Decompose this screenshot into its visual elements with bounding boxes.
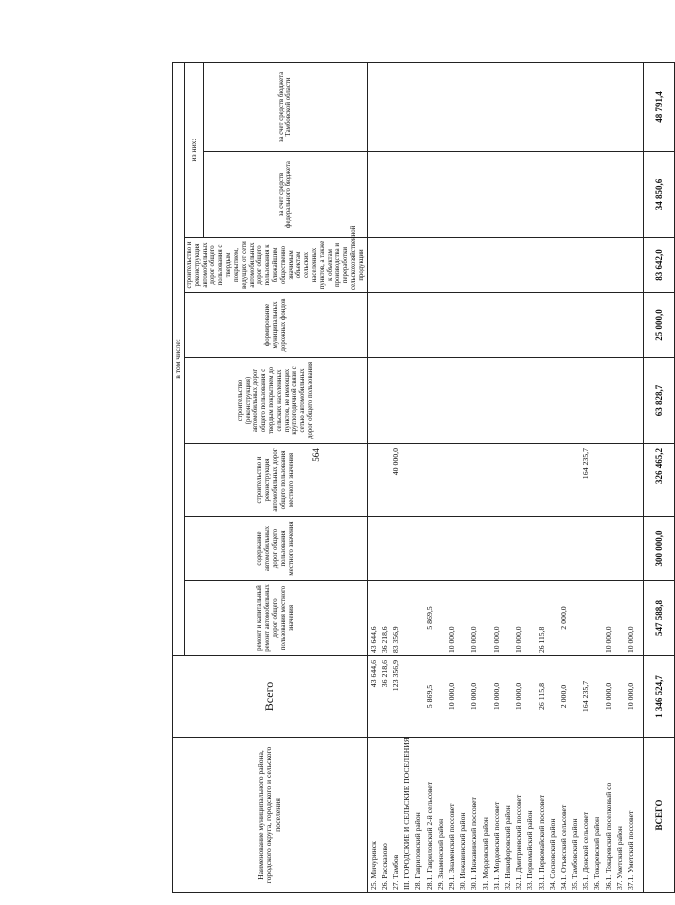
- row-name: 34. Сосновский район: [547, 818, 557, 890]
- row-total: 43 644,6: [368, 660, 378, 688]
- body-regional: [367, 62, 643, 151]
- row-total: 10 000,0: [626, 682, 635, 711]
- row-name: 27. Тамбов: [391, 854, 401, 890]
- row-name: 30. Инжавинский район: [458, 812, 468, 890]
- header-of-them: из них:: [185, 62, 204, 237]
- row-name: 35.1. Донской сельсовет: [581, 811, 591, 890]
- page-number: 564: [311, 448, 321, 462]
- row-name: 25. Мичуринск: [368, 841, 378, 890]
- totals-construction: 326 465,2: [643, 444, 674, 517]
- header-construction: строительство и реконструкция автомобильных дорог общего пользования местного значения: [185, 444, 368, 517]
- header-total: Всего: [173, 656, 368, 738]
- totals-total: 1 346 524,7: [643, 656, 674, 738]
- row-name: 33. Первомайский район: [525, 810, 535, 890]
- row-name: 29.1. Знаменский поссовет: [447, 803, 456, 890]
- row-repair: 10 000,0: [514, 626, 524, 653]
- row-name: 31. Мордовский район: [480, 817, 490, 890]
- row-total: 10 000,0: [447, 682, 456, 711]
- body-totals: [367, 656, 643, 738]
- row-name: 37. Уметский район: [614, 826, 624, 890]
- row-total: [526, 658, 537, 735]
- totals-regional: 48 791,4: [643, 62, 674, 151]
- row-name: 28. Гавриловский район: [413, 812, 423, 890]
- header-name: Наименование муниципального района, городского округа, городского и сельского поселения: [173, 738, 368, 893]
- row-construction: [627, 446, 638, 514]
- row-total: 10 000,0: [491, 682, 501, 711]
- row-repair: [414, 583, 425, 653]
- row-total: 10 000,0: [603, 682, 613, 711]
- row-construction: [526, 446, 537, 514]
- row-total: 2 000,0: [558, 684, 568, 709]
- row-name: 36.1. Токаревский поселковый со: [603, 782, 613, 890]
- row-name: 37.1. Уметский поссовет: [626, 810, 635, 890]
- row-total: 26 115,8: [536, 683, 546, 710]
- body-repair: [367, 581, 643, 656]
- totals-maintenance: 300 000,0: [643, 517, 674, 581]
- header-maintenance: содержание автомобильных дорог общего пользования местного значения: [185, 517, 368, 581]
- totals-label: ВСЕГО: [643, 738, 674, 893]
- row-total: [403, 658, 414, 735]
- row-name: 26. Рассказово: [379, 843, 389, 890]
- row-total: 10 000,0: [469, 682, 479, 711]
- row-repair: [571, 583, 582, 653]
- body-federal: [367, 152, 643, 238]
- row-construction: 40 000,0: [391, 448, 401, 476]
- row-construction: [560, 446, 571, 514]
- row-name: III. ГОРОДСКИЕ И СЕЛЬСКИЕ ПОСЕЛЕНИЯ: [402, 737, 412, 890]
- totals-construction-social: 83 642,0: [643, 238, 674, 293]
- row-name: 32.1. Дмитриевский поссовет: [514, 794, 524, 890]
- row-repair: 2 000,0: [558, 606, 568, 630]
- row-construction: [593, 446, 604, 514]
- header-regional: за счет средств бюджета Тамбовской области: [204, 62, 367, 151]
- body-construction-hard: [367, 358, 643, 444]
- row-name: 30.1. Инжавинский поссовет: [469, 797, 479, 890]
- row-construction: [482, 446, 493, 514]
- row-construction: 164 235,7: [581, 448, 591, 480]
- row-repair: 5 869,5: [424, 606, 434, 630]
- row-construction: [549, 446, 560, 514]
- row-construction: [605, 446, 616, 514]
- row-total: [593, 658, 604, 735]
- body-formation: [367, 293, 643, 358]
- row-name: 36. Токаревский район: [592, 816, 602, 890]
- row-repair: 83 356,9: [391, 626, 401, 653]
- totals-construction-hard: 63 828,7: [643, 358, 674, 444]
- body-construction-social: [367, 238, 643, 293]
- row-name: 34.1. Отъясский сельсовет: [558, 804, 568, 890]
- row-total: 10 000,0: [514, 682, 524, 711]
- header-formation: формирование муниципальных дорожных фондов: [185, 293, 368, 358]
- body-construction: [367, 444, 643, 517]
- rotated-table-wrapper: [172, 63, 664, 893]
- header-repair: ремонт и капитальный ремонт автомобильных дорог общего пользования местного значения: [185, 581, 368, 656]
- row-construction: [504, 446, 515, 514]
- row-total: [414, 658, 425, 735]
- row-construction: [426, 446, 437, 514]
- row-total: 5 869,5: [424, 684, 434, 709]
- row-name: 28.1. Гавриловский 2-й сельсовет: [424, 781, 434, 890]
- row-construction: [403, 446, 414, 514]
- header-federal: за счет средств федерального бюджета: [204, 152, 367, 238]
- row-name: 35. Тамбовский район: [570, 818, 580, 890]
- row-total: 36 218,6: [379, 660, 389, 688]
- row-repair: [526, 583, 537, 653]
- totals-repair: 547 588,8: [643, 581, 674, 656]
- row-repair: 10 000,0: [447, 626, 456, 653]
- row-repair: [403, 583, 414, 653]
- body-names: [367, 738, 643, 893]
- row-name: 33.1. Первомайский поссовет: [536, 794, 546, 890]
- row-name: 29. Знаменский район: [435, 818, 445, 890]
- row-name: 32. Никифоровский район: [502, 805, 512, 890]
- row-construction: [515, 446, 526, 514]
- row-name: 31.1. Мордовский поссовет: [491, 801, 501, 890]
- row-repair: 10 000,0: [469, 626, 479, 653]
- row-construction: [459, 446, 470, 514]
- row-construction: [370, 446, 381, 514]
- totals-federal: 34 850,6: [643, 152, 674, 238]
- row-construction: [414, 446, 425, 514]
- row-repair: 43 644,6: [368, 626, 378, 653]
- row-total: 164 235,7: [581, 680, 591, 713]
- row-construction: [437, 446, 448, 514]
- row-repair: [582, 583, 593, 653]
- row-total: 123 356,9: [391, 660, 401, 692]
- row-repair: 36 218,6: [379, 626, 389, 653]
- header-in-total: в том числе:: [173, 62, 185, 655]
- header-construction-hard: строительство (реконструкция) автомобильных дорог общего пользования с твердым покрытием до сельских населенных пунктов, не имеющих круглогодичной связи с сетью автомобильных дорог общего пользования: [185, 358, 368, 444]
- row-construction: [493, 446, 504, 514]
- row-repair: 10 000,0: [603, 626, 613, 653]
- row-construction: [448, 446, 459, 514]
- row-repair: [593, 583, 604, 653]
- totals-formation: 25 000,0: [643, 293, 674, 358]
- header-construction-social: строительство и реконструкция автомобильных дорог общего пользования с твердым покрытием, ведущих от сети автомобильных дорог общего пользования к ближайшим общественно значимым объектам сельских населенных пунктов, а также к объектам производства и переработки сельскохозяйственной продукции: [185, 238, 368, 293]
- row-repair: 10 000,0: [491, 626, 501, 653]
- row-construction: [470, 446, 481, 514]
- totals-row: [643, 62, 674, 892]
- road-funds-table: [172, 62, 675, 893]
- row-repair: 26 115,8: [536, 626, 546, 653]
- body-maintenance: [367, 517, 643, 581]
- row-repair: 10 000,0: [626, 626, 635, 653]
- row-construction: [616, 446, 627, 514]
- row-construction: [538, 446, 549, 514]
